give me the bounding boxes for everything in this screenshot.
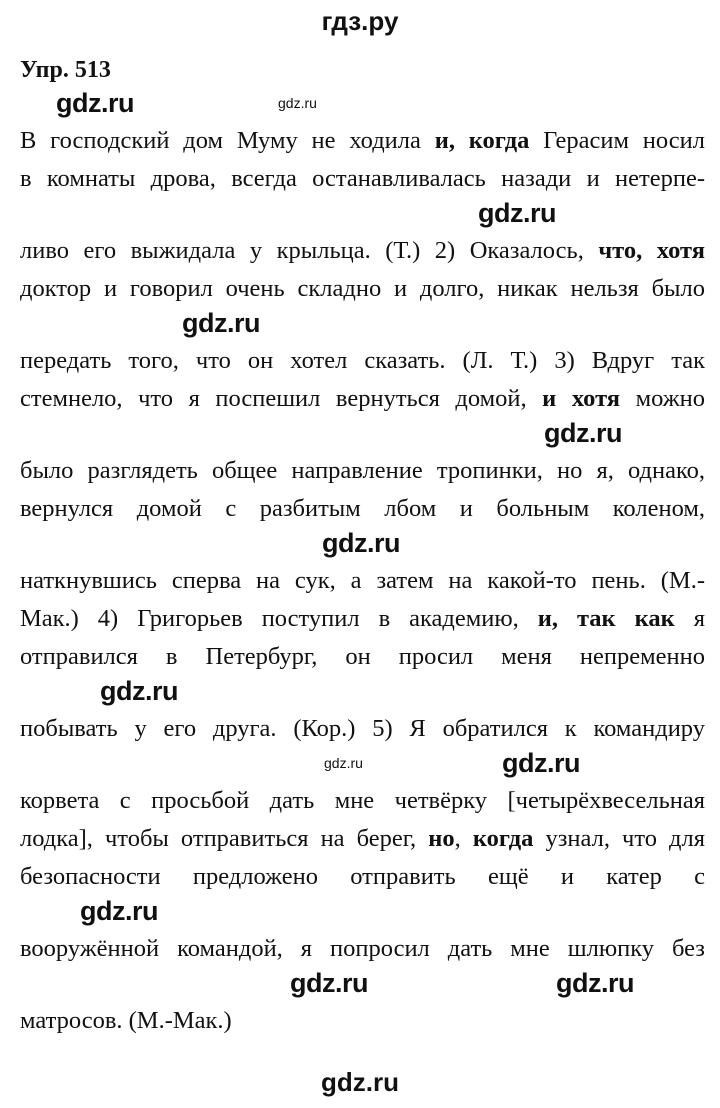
- watermark-row: [0, 968, 720, 998]
- watermark: gdz.ru: [556, 968, 634, 998]
- text-line: [20, 642, 705, 672]
- text-segment: В господский дом Муму не ходила: [20, 127, 435, 154]
- text-segment: побывать у его друга. (Кор.) 5) Я обратился к командиру: [20, 715, 705, 742]
- text-segment: наткнувшись сперва на сук, а затем на какой-то пень. (М.-: [20, 567, 705, 594]
- watermark: gdz.ru: [182, 308, 260, 338]
- text-segment: ,: [454, 825, 473, 852]
- text-segment: узнал, что для: [533, 825, 706, 852]
- watermark-row: [0, 308, 720, 338]
- watermark-row: [0, 676, 720, 706]
- exercise-title: Упр. 513: [20, 57, 111, 83]
- bold-conjunction: и, когда: [434, 127, 530, 154]
- exercise-text: [0, 88, 720, 1036]
- text-line: [20, 786, 705, 816]
- text-line: [20, 236, 705, 266]
- text-line: [20, 1006, 705, 1036]
- text-line: [20, 456, 705, 486]
- bold-conjunction: и, так как: [537, 605, 675, 632]
- text-line: [20, 494, 705, 524]
- watermark-row: [0, 418, 720, 448]
- watermark: gdz.ru: [290, 968, 368, 998]
- text-segment: в комнаты дрова, всегда останавливалась назади и нетерпе-: [20, 165, 705, 192]
- text-segment: вооружённой командой, я попросил дать мне шлюпку без: [20, 935, 705, 962]
- text-line: [20, 566, 705, 596]
- text-line: [20, 862, 705, 892]
- watermark-row: [0, 748, 720, 778]
- text-line: [20, 824, 705, 854]
- watermark: gdz.ru: [502, 748, 580, 778]
- text-line: [20, 164, 705, 194]
- text-segment: корвета с просьбой дать мне четвёрку [четырёхвесельная: [20, 787, 705, 814]
- site-header-logo: гдз.ру: [321, 6, 399, 36]
- bold-conjunction: и хотя: [542, 385, 621, 412]
- text-segment: было разглядеть общее направление тропинки, но я, однако,: [20, 457, 705, 484]
- text-segment: доктор и говорил очень складно и долго, никак нельзя было: [20, 275, 705, 302]
- text-segment: я: [674, 605, 706, 632]
- text-segment: матросов. (М.-Мак.): [20, 1007, 232, 1034]
- text-segment: лодка], чтобы отправиться на берег,: [20, 825, 429, 852]
- text-segment: передать того, что он хотел сказать. (Л. Т.) 3) Вдруг так: [20, 347, 705, 374]
- text-segment: безопасности предложено отправить ещё и катер с: [20, 863, 705, 890]
- text-line: [20, 274, 705, 304]
- text-line: [20, 126, 705, 156]
- text-segment: можно: [620, 385, 705, 412]
- text-segment: Мак.) 4) Григорьев поступил в академию,: [20, 605, 538, 632]
- watermark: gdz.ru: [544, 418, 622, 448]
- watermark: gdz.ru: [324, 755, 363, 771]
- text-line: [20, 384, 705, 414]
- text-line: [20, 714, 705, 744]
- watermark-row: [0, 528, 720, 558]
- watermark-row: [0, 198, 720, 228]
- watermark-row: [0, 896, 720, 926]
- watermark: gdz.ru: [100, 676, 178, 706]
- watermark-row: [0, 88, 720, 118]
- text-line: [20, 604, 705, 634]
- text-segment: Герасим носил: [529, 127, 705, 154]
- text-segment: стемнело, что я поспешил вернуться домой,: [20, 385, 543, 412]
- watermark: gdz.ru: [322, 528, 400, 558]
- watermark: gdz.ru: [80, 896, 158, 926]
- watermark: gdz.ru: [56, 88, 134, 118]
- text-segment: отправился в Петербург, он просил меня непременно: [20, 643, 705, 670]
- text-segment: ливо его выжидала у крыльца. (Т.) 2) Оказалось,: [20, 237, 599, 264]
- bold-conjunction: что, хотя: [598, 237, 705, 264]
- watermark: gdz.ru: [478, 198, 556, 228]
- text-line: [20, 346, 705, 376]
- text-line: [20, 934, 705, 964]
- bold-conjunction: когда: [472, 825, 534, 852]
- bold-conjunction: но: [428, 825, 455, 852]
- text-segment: вернулся домой с разбитым лбом и больным коленом,: [20, 495, 705, 522]
- footer-watermark: gdz.ru: [321, 1067, 399, 1097]
- watermark: gdz.ru: [278, 95, 317, 111]
